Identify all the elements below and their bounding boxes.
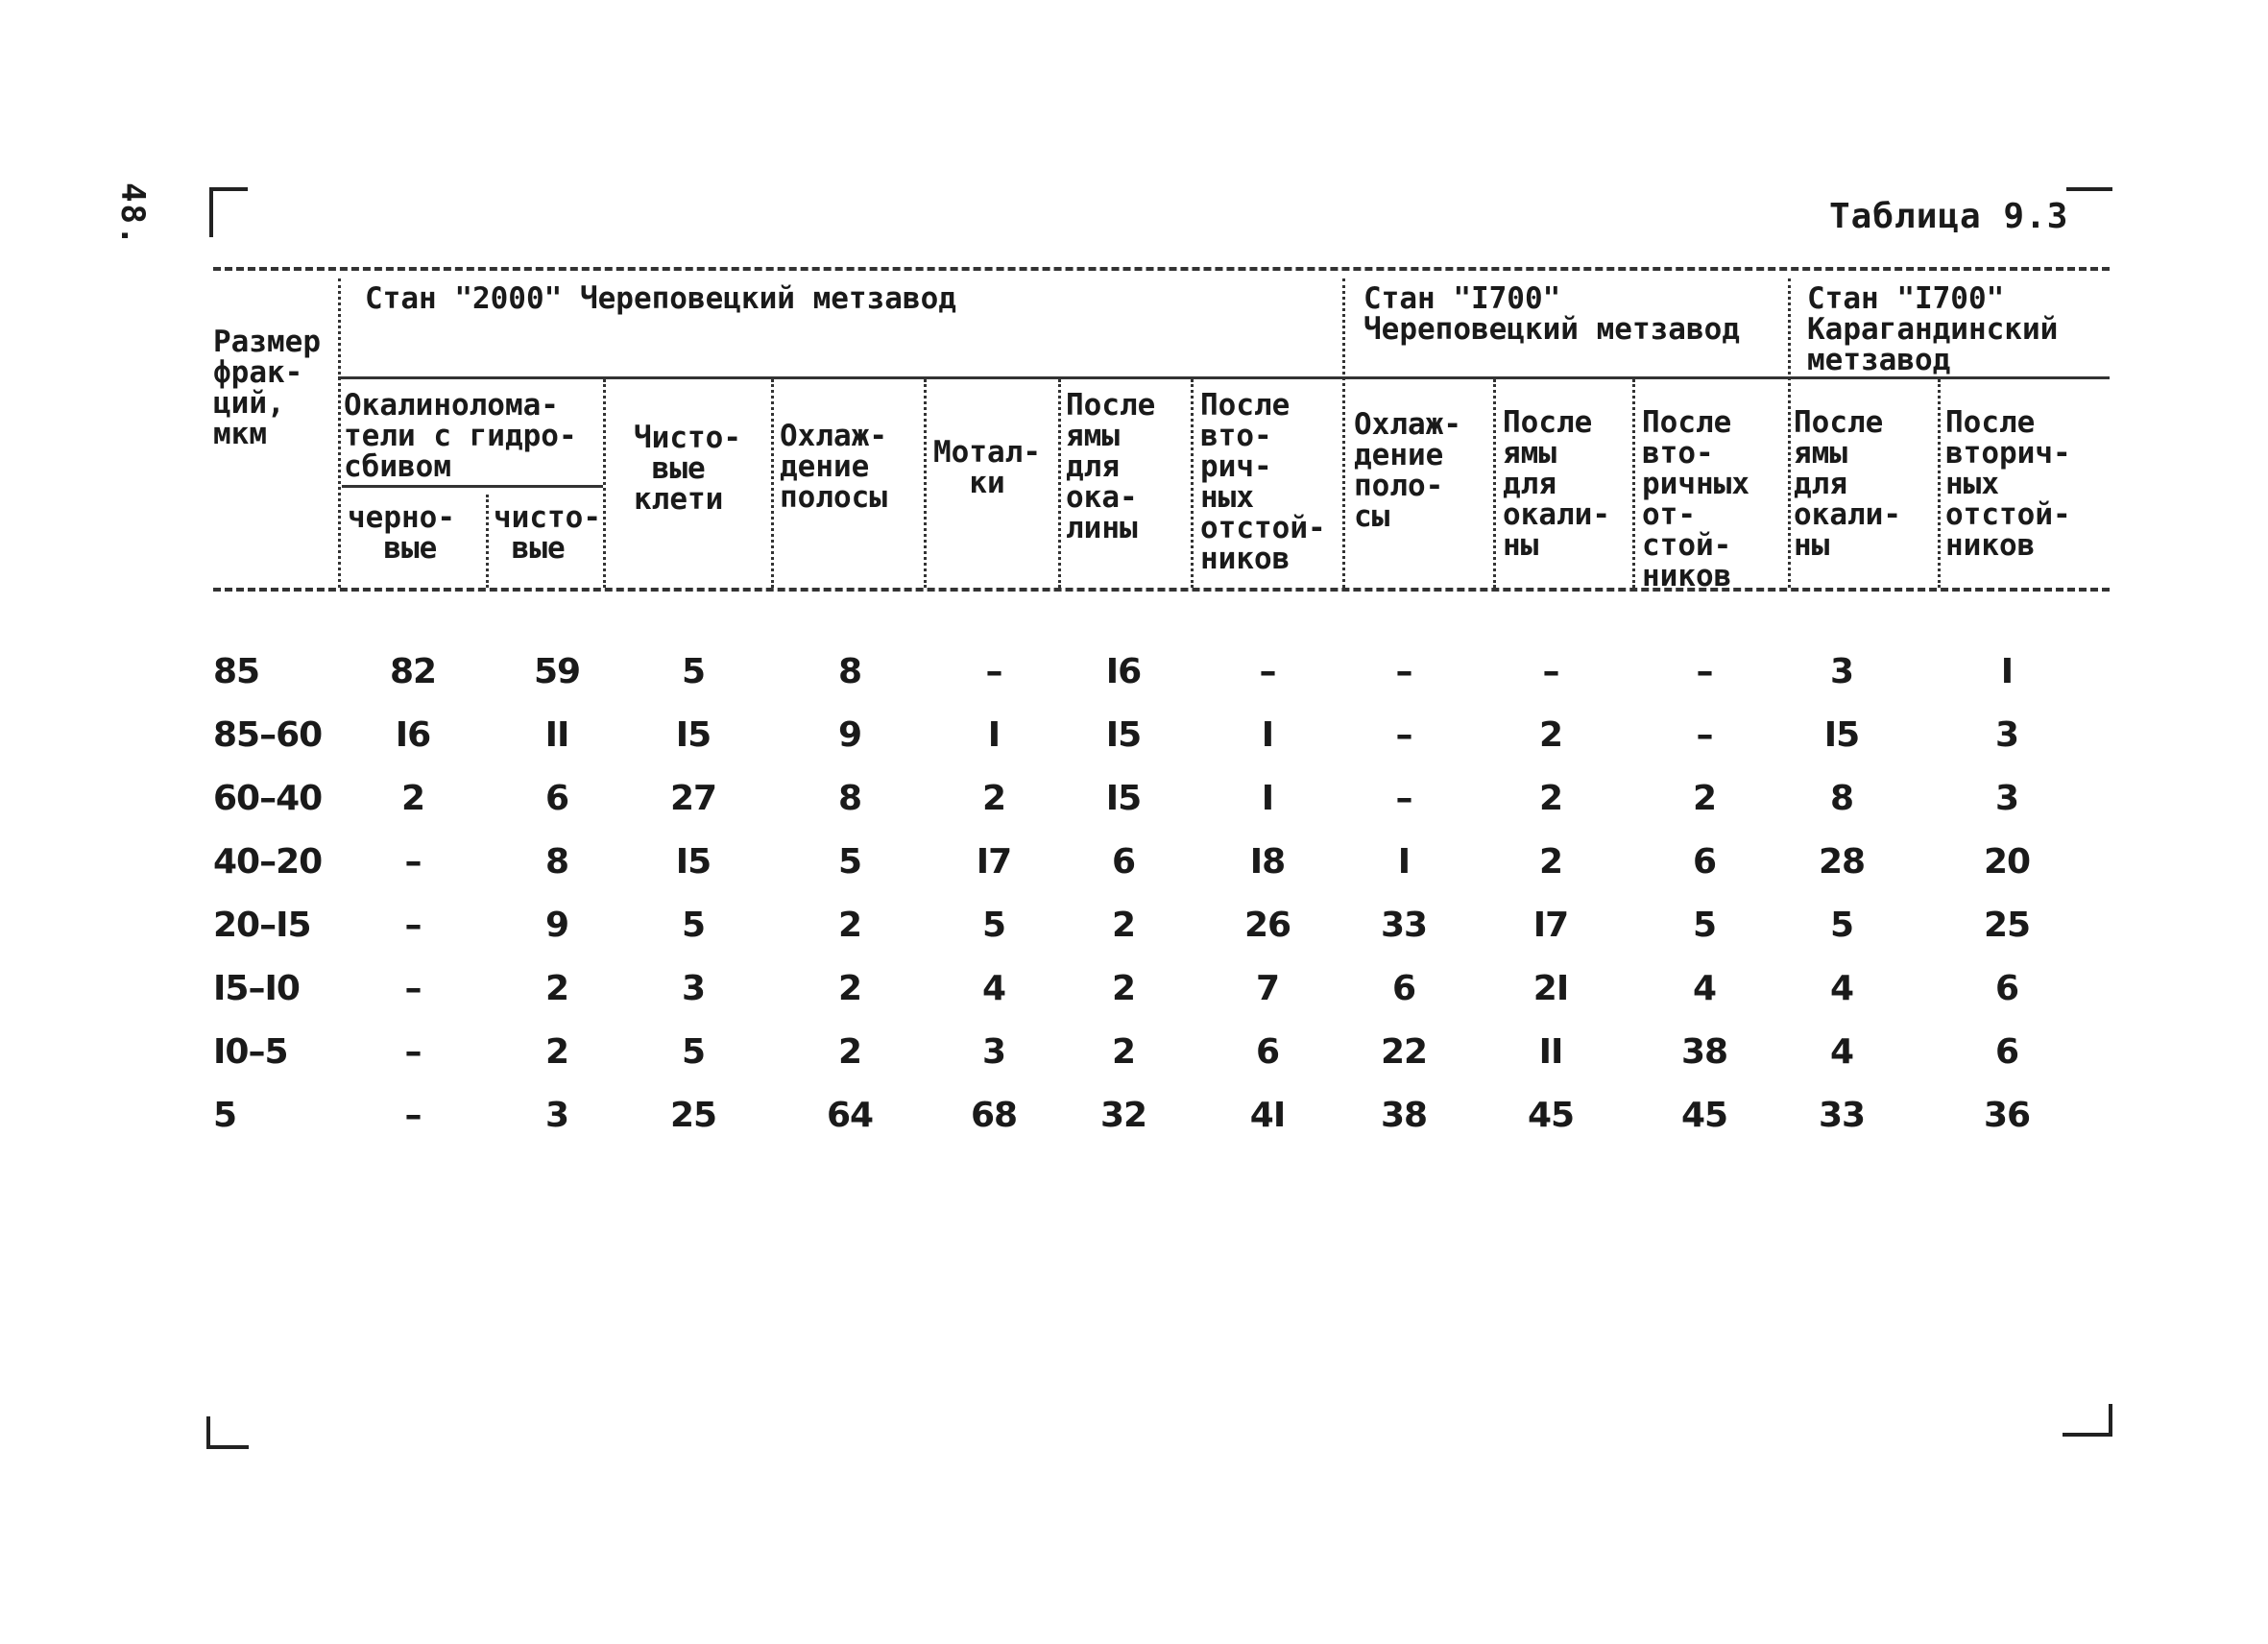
table-cell: I: [1261, 779, 1274, 818]
table-cell: 59: [533, 652, 581, 691]
table-cell: 32: [1099, 1096, 1147, 1135]
table-cell: 3: [981, 1032, 1006, 1072]
table-cell: 2: [837, 906, 862, 945]
table-cell: 2: [1692, 779, 1717, 818]
table-cell: –: [1542, 652, 1559, 691]
table-cell: –: [1395, 652, 1412, 691]
col-sep: [338, 278, 341, 588]
table-cell: 5: [837, 842, 862, 882]
table-cell: 45: [1527, 1096, 1575, 1135]
table-cell: –: [404, 969, 422, 1008]
table-cell: I: [2000, 652, 2014, 691]
fraction-size-cell: 85: [213, 652, 260, 691]
fraction-size-cell: 85–60: [213, 715, 323, 755]
header-fraction-size: Размер фрак- ций, мкм: [213, 325, 321, 451]
table-cell: 3: [1994, 715, 2019, 755]
table-cell: 2: [1538, 842, 1563, 882]
table-cell: 6: [1692, 842, 1717, 882]
col-sep: [1632, 379, 1635, 588]
header-after-secondary-settlers-karaganda: После вторич- ных отстой- ников: [1945, 405, 2071, 563]
table-cell: 5: [1692, 906, 1717, 945]
fraction-size-cell: I5–I0: [213, 969, 300, 1008]
table-cell: 2: [981, 779, 1006, 818]
table-cell: 25: [1983, 906, 2031, 945]
table-cell: 64: [826, 1096, 874, 1135]
table-cell: 9: [837, 715, 862, 755]
table-cell: 5: [681, 906, 706, 945]
table-cell: 45: [1680, 1096, 1728, 1135]
table-cell: 82: [389, 652, 437, 691]
table-row: [0, 835, 2268, 889]
crop-mark-top-right: [2066, 187, 2112, 193]
table-cell: –: [404, 1096, 422, 1135]
table-cell: 28: [1818, 842, 1866, 882]
table-cell: 6: [1994, 1032, 2019, 1072]
table-cell: I: [1397, 842, 1411, 882]
table-cell: 27: [669, 779, 717, 818]
table-cell: 33: [1380, 906, 1428, 945]
col-sep: [1191, 379, 1194, 588]
table-row: [0, 899, 2268, 953]
table-row: [0, 772, 2268, 826]
table-cell: I: [987, 715, 1001, 755]
col-sep: [486, 495, 489, 588]
table-cell: –: [404, 842, 422, 882]
col-sep: [924, 379, 927, 588]
crop-mark-top-left: [209, 187, 248, 237]
header-after-secondary-settlers: После вто- рич- ных отстой- ников: [1200, 388, 1326, 576]
table-cell: I7: [1532, 906, 1569, 945]
header-group-1700-cherepovets: Стан "I700" Череповецкий метзавод: [1363, 281, 1740, 347]
table-cell: 3: [1994, 779, 2019, 818]
descaler-header-rule: [342, 485, 603, 488]
table-cell: I5: [1105, 715, 1142, 755]
table-cell: 6: [1391, 969, 1416, 1008]
table-cell: 4: [1829, 969, 1854, 1008]
header-rough: черно- вые: [348, 500, 455, 566]
table-cell: 2: [1111, 969, 1136, 1008]
table-cell: 5: [681, 652, 706, 691]
table-cell: 22: [1380, 1032, 1428, 1072]
table-cell: 2: [400, 779, 425, 818]
table-cell: 9: [544, 906, 569, 945]
table-cell: 3: [544, 1096, 569, 1135]
crop-mark-bottom-right: [2063, 1404, 2112, 1437]
table-cell: 33: [1818, 1096, 1866, 1135]
header-group-2000-cherepovets: Стан "2000" Череповецкий метзавод: [365, 281, 956, 316]
table-cell: I5: [675, 715, 712, 755]
col-sep: [1342, 278, 1345, 588]
col-sep: [1788, 278, 1791, 588]
table-row: [0, 709, 2268, 762]
header-bottom-rule: [213, 588, 2110, 592]
table-cell: 2: [837, 969, 862, 1008]
table-row: [0, 1089, 2268, 1143]
table-cell: 4: [1692, 969, 1717, 1008]
table-cell: 8: [544, 842, 569, 882]
table-cell: II: [1538, 1032, 1563, 1072]
table-cell: 7: [1255, 969, 1280, 1008]
table-cell: 6: [1255, 1032, 1280, 1072]
header-strip-cooling: Охлаж- дение полосы: [780, 419, 887, 515]
header-finishing-stands: Чисто- вые клети: [634, 421, 741, 517]
table-cell: 6: [1994, 969, 2019, 1008]
table-cell: 6: [544, 779, 569, 818]
col-sep: [771, 379, 774, 588]
fraction-size-cell: 60–40: [213, 779, 323, 818]
fraction-size-cell: I0–5: [213, 1032, 288, 1072]
fraction-size-cell: 5: [213, 1096, 237, 1135]
table-cell: 4I: [1249, 1096, 1286, 1135]
table-cell: 8: [837, 779, 862, 818]
table-row: [0, 645, 2268, 699]
table-cell: 2: [1111, 1032, 1136, 1072]
table-cell: 5: [681, 1032, 706, 1072]
table-cell: II: [544, 715, 569, 755]
table-cell: I5: [1823, 715, 1860, 755]
page-number: 48.: [113, 182, 152, 248]
table-cell: 2: [1538, 715, 1563, 755]
table-cell: –: [404, 906, 422, 945]
table-cell: 2: [1538, 779, 1563, 818]
header-after-secondary-settlers-1700: После вто- ричных от- стой- ников: [1642, 405, 1749, 593]
header-descalers: Окалиноломa- тели с гидро- сбивом: [344, 388, 577, 484]
col-sep: [1493, 379, 1496, 588]
table-cell: 4: [1829, 1032, 1854, 1072]
table-cell: I6: [395, 715, 431, 755]
table-cell: 20: [1983, 842, 2031, 882]
header-group-1700-karaganda: Стан "I700" Карагандинский метзавод: [1807, 281, 2059, 377]
table-cell: 6: [1111, 842, 1136, 882]
table-cell: 3: [1829, 652, 1854, 691]
table-cell: I6: [1105, 652, 1142, 691]
table-cell: 38: [1380, 1096, 1428, 1135]
header-after-scale-pits-karaganda: После ямы для окали- ны: [1794, 405, 1901, 563]
fraction-size-cell: 20–I5: [213, 906, 311, 945]
table-cell: –: [404, 1032, 422, 1072]
fraction-size-cell: 40–20: [213, 842, 323, 882]
table-cell: –: [1259, 652, 1276, 691]
table-cell: 2: [837, 1032, 862, 1072]
table-cell: 68: [970, 1096, 1018, 1135]
table-cell: –: [985, 652, 1002, 691]
crop-mark-bottom-left: [206, 1416, 249, 1449]
header-finish-descaler: чисто- вые: [494, 500, 601, 566]
header-after-scale-pits: После ямы для ока- лины: [1066, 388, 1156, 545]
table-cell: 36: [1983, 1096, 2031, 1135]
header-strip-cooling-1700: Охлаж- дение поло- сы: [1354, 407, 1461, 534]
table-cell: 8: [1829, 779, 1854, 818]
table-cell: 8: [837, 652, 862, 691]
table-row: [0, 962, 2268, 1016]
table-cell: –: [1395, 779, 1412, 818]
table-cell: 2: [1111, 906, 1136, 945]
table-cell: 25: [669, 1096, 717, 1135]
col-sep: [603, 379, 606, 588]
table-cell: I5: [1105, 779, 1142, 818]
table-cell: 38: [1680, 1032, 1728, 1072]
header-coilers: Мотал- ки: [933, 435, 1041, 500]
table-cell: 2I: [1532, 969, 1569, 1008]
table-cell: –: [1395, 715, 1412, 755]
table-row: [0, 1026, 2268, 1079]
table-cell: 4: [981, 969, 1006, 1008]
table-cell: –: [1696, 715, 1713, 755]
table-cell: 2: [544, 969, 569, 1008]
table-cell: –: [1696, 652, 1713, 691]
table-top-rule: [213, 267, 2110, 271]
table-cell: I: [1261, 715, 1274, 755]
table-cell: 5: [981, 906, 1006, 945]
table-cell: I5: [675, 842, 712, 882]
table-cell: 3: [681, 969, 706, 1008]
table-caption: Таблица 9.3: [1829, 197, 2069, 236]
col-sep: [1058, 379, 1061, 588]
table-cell: 2: [544, 1032, 569, 1072]
table-cell: I7: [976, 842, 1012, 882]
table-cell: 5: [1829, 906, 1854, 945]
table-cell: 26: [1243, 906, 1291, 945]
table-cell: I8: [1249, 842, 1286, 882]
col-sep: [1938, 379, 1941, 588]
header-after-scale-pits-1700: После ямы для окали- ны: [1503, 405, 1610, 563]
